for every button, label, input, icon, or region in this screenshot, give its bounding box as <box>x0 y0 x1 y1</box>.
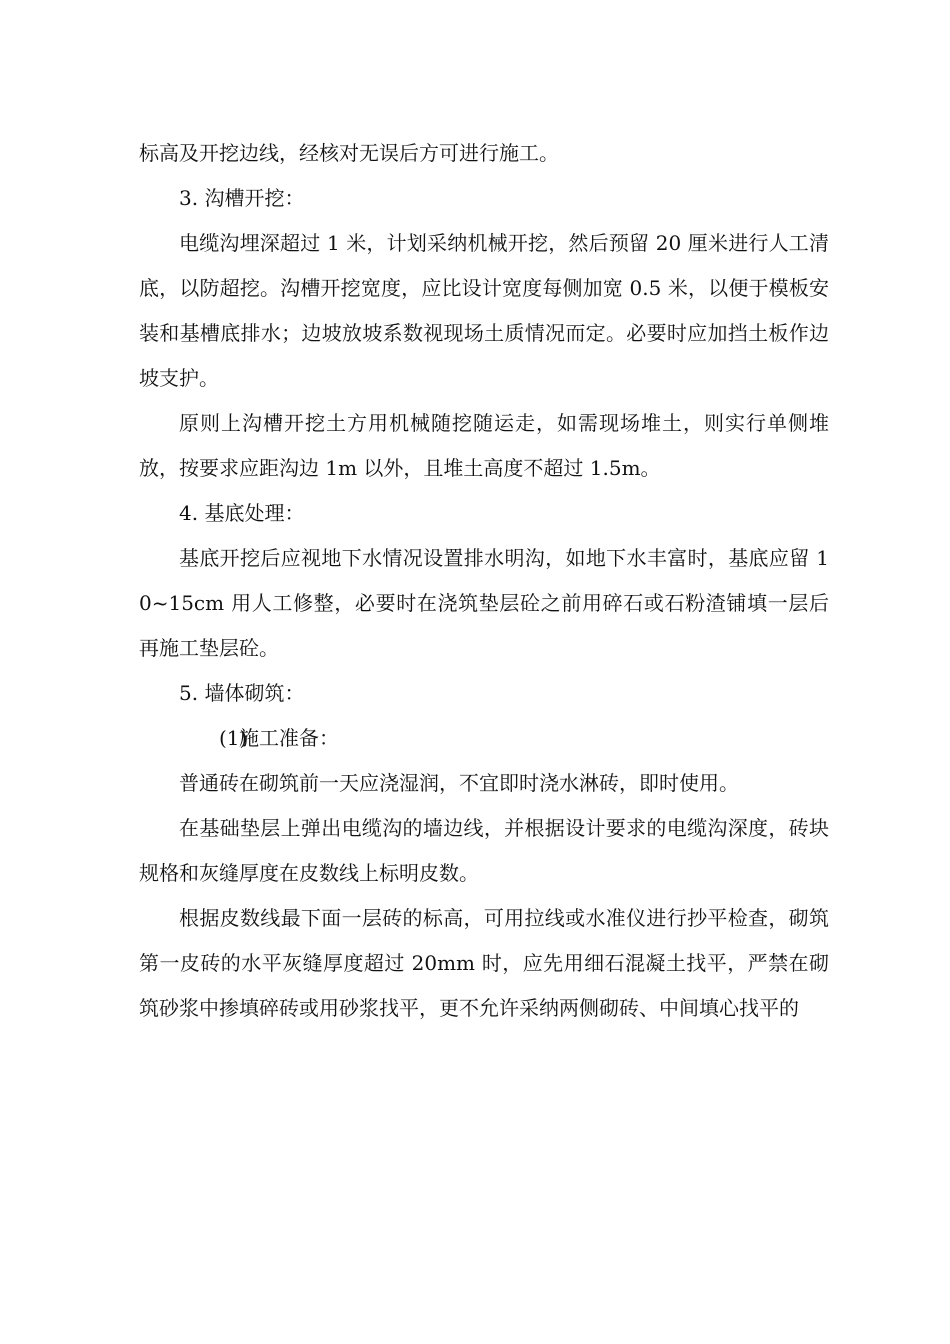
paragraph-brick-wetting: 普通砖在砌筑前一天应浇湿润，不宜即时浇水淋砖，即时使用。 <box>179 771 739 795</box>
paragraph-continuation: 标高及开挖边线，经核对无误后方可进行施工。 <box>139 141 559 165</box>
sub-heading-construction-prep <box>139 716 829 761</box>
paragraph-trench-depth: 电缆沟埋深超过 1 米，计划采纳机械开挖，然后预留 20 厘米进行人工清底，以防超挖。沟槽开挖宽度，应比设计宽度每侧加宽 0.5 米，以便于模板安装和基槽底排水；边坡放坡系数视现场土质情况而定。必要时应加挡土板作边坡支护。 <box>139 231 829 390</box>
paragraph-soil-stacking: 原则上沟槽开挖土方用机械随挖随运走，如需现场堆土，则实行单侧堆放，按要求应距沟边 1m 以外，且堆土高度不超过 1.5m。 <box>139 411 829 480</box>
paragraph-base-treatment: 基底开挖后应视地下水情况设置排水明沟，如地下水丰富时，基底应留 10~15cm 用人工修整，必要时在浇筑垫层砼之前用碎石或石粉渣铺填一层后再施工垫层砼。 <box>139 546 829 660</box>
paragraph-leveling: 根据皮数线最下面一层砖的标高，可用拉线或水准仪进行抄平检查，砌筑第一皮砖的水平灰缝厚度超过 20mm 时，应先用细石混凝土找平，严禁在砌筑砂浆中掺填碎砖或用砂浆找平，更不允许采纳两侧砌砖、中间填心找平的 <box>139 906 829 1020</box>
sub-heading-label: 施工准备： <box>239 726 339 750</box>
section-heading-base-treatment: 4. 基底处理： <box>179 501 305 525</box>
body-text <box>139 131 829 1031</box>
paragraph-wall-line: 在基础垫层上弹出电缆沟的墙边线，并根据设计要求的电缆沟深度，砖块规格和灰缝厚度在皮数线上标明皮数。 <box>139 816 829 885</box>
sub-heading-number: (1) <box>219 726 248 750</box>
section-heading-wall-masonry: 5. 墙体砌筑： <box>179 681 305 705</box>
section-heading-trench-excavation: 3. 沟槽开挖： <box>179 186 305 210</box>
